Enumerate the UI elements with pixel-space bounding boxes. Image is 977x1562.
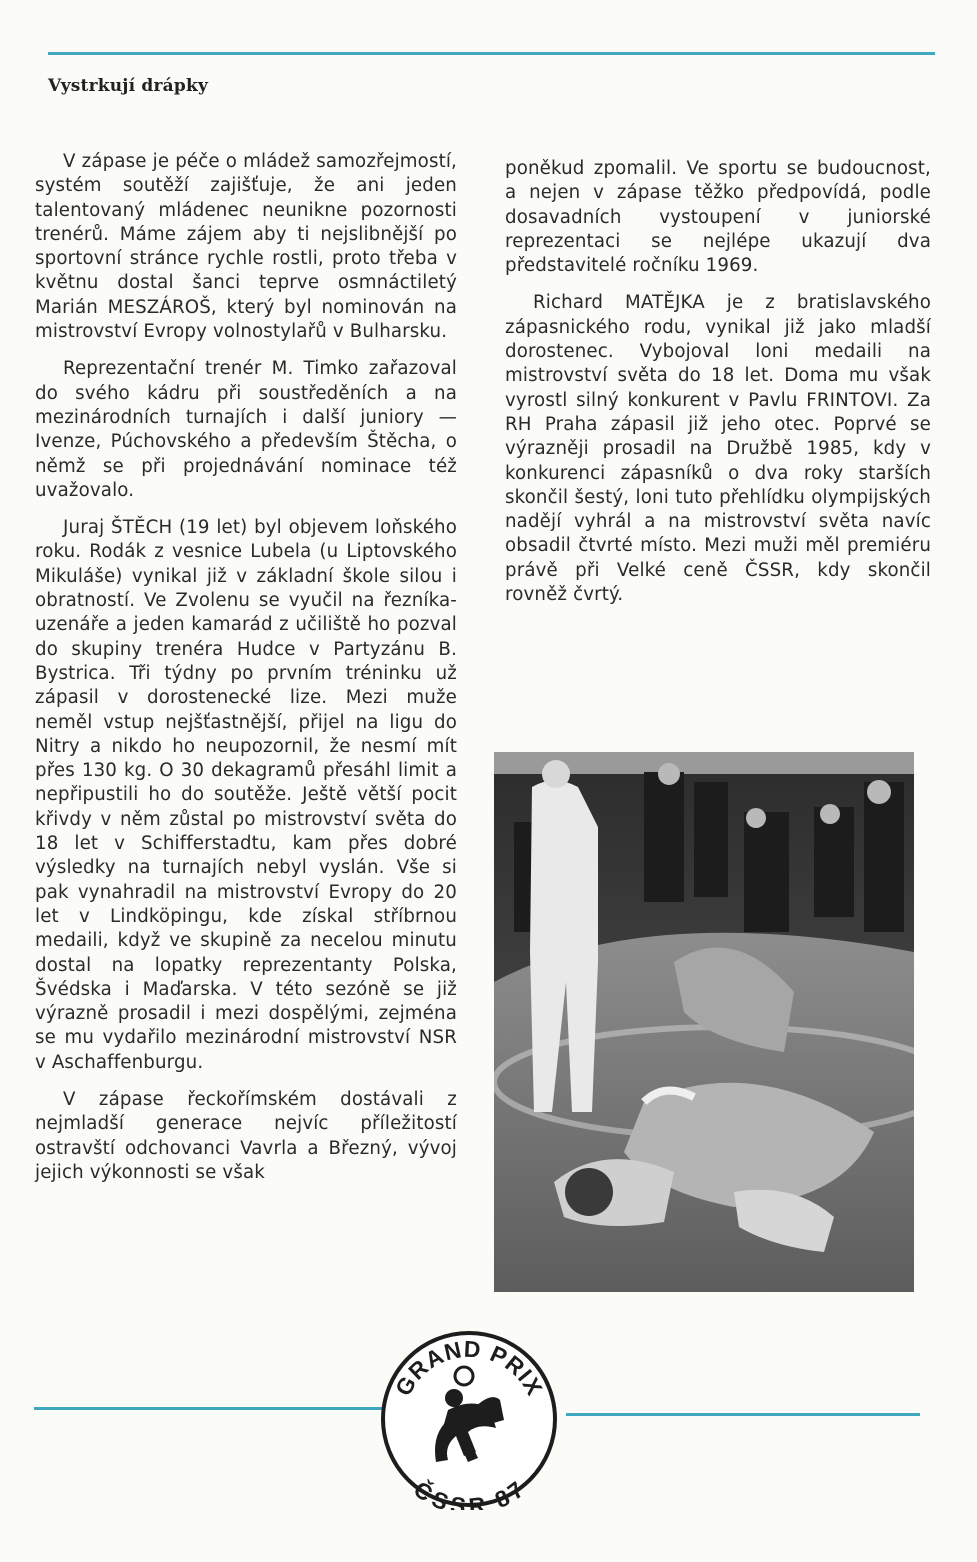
paragraph: Reprezentační trenér M. Timko zařazoval do svého kádru při soustředěních a na mezinárodních turnajích i další juniory — Ivenze, Púchovského a především Štěcha, o němž se při projednávání nominace též uvažovalo. [35, 358, 457, 501]
grand-prix-logo [378, 1328, 560, 1510]
paragraph: V zápase je péče o mládež samozřejmostí, systém soutěží zajišťuje, že ani jeden talentovaný mládenec neunikne pozornosti trenérů. Máme zájem aby ti nejslibnější po sportovní stránce rychle rostli, proto třeba v květnu dostal šanci teprve osmnáctiletý Marián MESZÁROŠ, který byl nominován na mistrovství Evropy volnostylařů v Bulharsku. [35, 151, 457, 343]
logo-bottom-text: ČSSR 87 [409, 1475, 530, 1510]
left-column [35, 150, 457, 1198]
paragraph: Juraj ŠTĚCH (19 let) byl objevem loňského roku. Rodák z vesnice Lubela (u Liptovského Mikuláše) vynikal již v základní škole silou i obratností. Ve Zvolenu se vyučil na řezníka-uzenáře a jeden kamarád z učiliště ho pozval do skupiny trenéra Hudce v Partyzánu B. Bystrica. Tři týdny po prvním tréninku už zápasil v dorostenecké lize. Mezi muže neměl vstup nejšťastnější, přijel na ligu do Nitry a nikdo ho neupozornil, že nesmí mít přes 130 kg. O 30 dekagramů přesáhl limit a nepřipustili ho do soutěže. Ještě větší pocit křivdy v něm zůstal po mistrovství světa do 18 let v Schifferstadtu, kam přes dobré výsledky na turnajích nebyl vyslán. Vše si pak vynahradil na mistrovství Evropy do 20 let v Lindköpingu, kde získal stříbrnou medaili, když ve skupině za necelou minutu dostal na lopatky reprezentanty Polska, Švédska i Maďarska. V této sezóně se již výrazně prosadil i mezi dospělými, zejména se mu vydařilo mezinárodní mistrovství NSR v Aschaffenburgu. [35, 517, 457, 1073]
bottom-divider-right [566, 1413, 920, 1416]
bottom-divider-left [34, 1407, 386, 1410]
logo-top-text: GRAND PRIX [389, 1335, 549, 1401]
article-heading: Vystrkují drápky [48, 76, 209, 96]
wrestling-photo [494, 752, 914, 1292]
top-divider [48, 52, 935, 55]
paragraph: V zápase řeckořímském dostávali z nejmladší generace nejvíc příležitostí ostravští odchovanci Vavrla a Březný, vývoj jejich výkonnosti se však [35, 1088, 457, 1183]
paragraph: Richard MATĚJKA je z bratislavského zápasnického rodu, vynikal již jako mladší dorostenec. Vybojoval loni medaili na mistrovství světa do 18 let. Doma mu však vyrostl silný konkurent v Pavlu FRINTOVI. Za RH Praha zápasil již jeho otec. Poprvé se výrazněji prosadil na Družbě 1985, kdy v konkurenci zápasníků o dva roky starších skončil šestý, loni tuto přehlídku olympijských nadějí vyhrál a na mistrovství světa navíc obsadil čtvrté místo. Mezi muži měl premiéru právě při Velké ceně ČSSR, kdy skončil rovněž čvrtý. [505, 292, 931, 606]
paragraph: poněkud zpomalil. Ve sportu se budoucnost, a nejen v zápase těžko předpovídá, podle dosavadních vystoupení v juniorské reprezentaci se nejlépe ukazují dva představitelé ročníku 1969. [505, 158, 931, 277]
right-column [505, 157, 931, 620]
